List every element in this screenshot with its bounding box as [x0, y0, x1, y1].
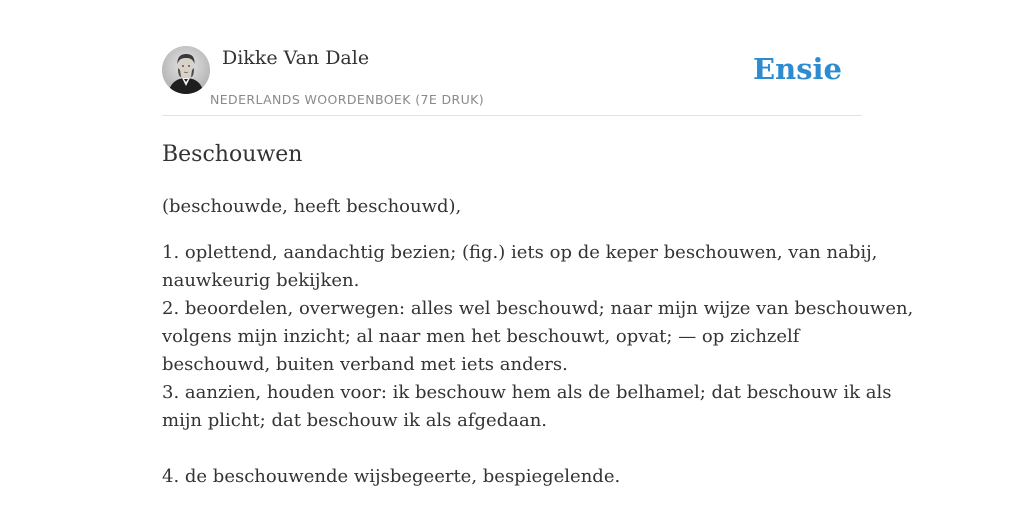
paragraph-gap — [162, 435, 862, 463]
definition-line: volgens mijn inzicht; al naar men het beschouwt, opvat; — op zichzelf — [162, 326, 800, 347]
definition-line: 1. oplettend, aandachtig bezien; (fig.) iets op de keper beschouwen, van nabij, — [162, 242, 878, 263]
definitions — [162, 239, 914, 491]
definition-line: beschouwd, buiten verband met iets anders. — [162, 354, 568, 375]
author-portrait-icon — [162, 46, 210, 94]
definition-line: nauwkeurig bekijken. — [162, 270, 360, 291]
dictionary-subtitle: NEDERLANDS WOORDENBOEK (7E DRUK) — [210, 92, 485, 107]
header — [162, 0, 862, 116]
definition-line: mijn plicht; dat beschouw ik als afgedaan. — [162, 410, 548, 431]
entry-card — [162, 0, 914, 512]
definition-line: 2. beoordelen, overwegen: alles wel beschouwd; naar mijn wijze van beschouwen, — [162, 298, 914, 319]
word-forms: (beschouwde, heeft beschouwd), — [162, 196, 462, 217]
author-name[interactable]: Dikke Van Dale — [222, 47, 370, 69]
definition-line: 4. de beschouwende wijsbegeerte, bespiegelende. — [162, 466, 621, 487]
page-title: Beschouwen — [162, 142, 303, 167]
brand-logo[interactable]: Ensie — [753, 52, 842, 86]
definition-line: 3. aanzien, houden voor: ik beschouw hem als de belhamel; dat beschouw ik als — [162, 382, 892, 403]
author-avatar[interactable] — [162, 46, 210, 94]
